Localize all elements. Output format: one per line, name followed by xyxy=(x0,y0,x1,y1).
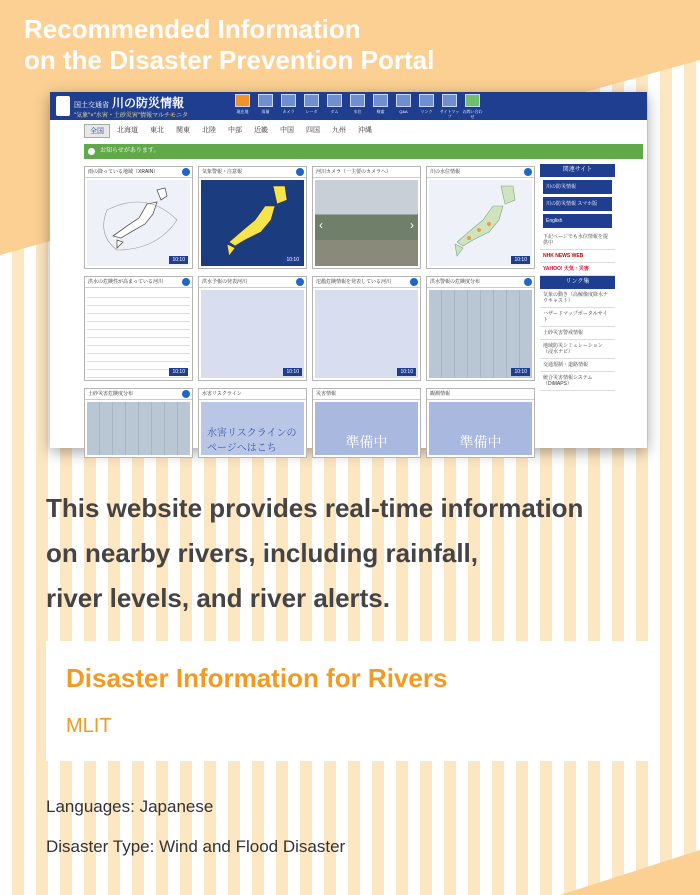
risk-line-text: 水害リスクラインのページへはこち xyxy=(207,428,297,454)
side-link-item[interactable]: 交通規制・道路情報 xyxy=(540,359,615,372)
side-link-item[interactable]: 土砂災害警戒情報 xyxy=(540,327,615,340)
japan-outline-map xyxy=(87,180,192,268)
info-icon xyxy=(396,94,411,107)
panel-time: 10:10 xyxy=(283,368,302,376)
link-icon xyxy=(419,94,434,107)
portal-subtitle: "気象"×"水害・土砂災害"情報マルチモニタ xyxy=(74,113,189,119)
nav-icon-button[interactable] xyxy=(324,93,345,118)
portal-screenshot xyxy=(50,92,647,454)
info-icon[interactable] xyxy=(410,278,418,286)
side-link-english[interactable]: English xyxy=(543,214,612,228)
panel-title: 観測情報 xyxy=(430,391,451,397)
panel-rising-rivers[interactable] xyxy=(84,276,193,381)
description xyxy=(46,486,666,621)
nav-icon-label: 雨量 xyxy=(261,109,270,114)
side-link-item[interactable]: 地域防災シミュレーション（浸水ナビ） xyxy=(540,340,615,359)
disaster-type-text: Disaster Type: Wind and Flood Disaster xyxy=(46,837,346,856)
nav-icon-button[interactable] xyxy=(370,93,391,118)
preparing-area xyxy=(429,402,532,455)
panel-water-level[interactable] xyxy=(426,166,535,269)
panel-title: 土砂災害危険度分布 xyxy=(88,391,134,397)
nav-icon-label: 水位 xyxy=(353,109,362,114)
contact-icon xyxy=(465,94,480,107)
side-link-river-info[interactable]: 川の防災情報 xyxy=(543,180,612,194)
nav-icon-label: 現在地 xyxy=(236,109,249,114)
panel-title: 水害リスクライン xyxy=(202,391,242,397)
resource-card xyxy=(46,641,654,761)
side-link-nhk[interactable]: NHK NEWS WEB xyxy=(540,250,615,263)
panel-flood-forecast[interactable] xyxy=(198,276,307,381)
info-icon[interactable] xyxy=(296,168,304,176)
panel-river-camera[interactable] xyxy=(312,166,421,269)
panel-risk-line[interactable] xyxy=(198,388,307,458)
resource-name[interactable]: Disaster Information for Rivers xyxy=(66,663,448,693)
nav-icon-button[interactable] xyxy=(439,93,460,118)
panel-time: 10:10 xyxy=(169,256,188,264)
water-level-icon xyxy=(350,94,365,107)
description-line-2: on nearby rivers, including rainfall, xyxy=(46,538,478,568)
dam-icon xyxy=(327,94,342,107)
distribution-map xyxy=(429,290,532,378)
panel-title: 氾濫危険情報を発表している河川 xyxy=(316,279,392,285)
region-tab[interactable]: 四国 xyxy=(306,127,320,134)
portal-nav-icons xyxy=(232,93,483,118)
panel-time: 10:10 xyxy=(397,368,416,376)
info-icon[interactable] xyxy=(182,278,190,286)
notice-icon xyxy=(88,148,95,155)
side-link-item[interactable]: 統合災害情報システム（DiMAPS） xyxy=(540,372,615,391)
nav-icon-button[interactable] xyxy=(462,93,483,118)
panel-time: 10:10 xyxy=(283,256,302,264)
sitemap-icon xyxy=(442,94,457,107)
panel-title: 洪水の危険性が高まっている河川 xyxy=(88,279,164,285)
panel-flood-warning-distribution[interactable] xyxy=(426,276,535,381)
links-title: リンク集 xyxy=(540,276,615,289)
related-sites-title: 関連サイト xyxy=(540,164,615,177)
panel-title: 川の水位情報 xyxy=(430,169,461,175)
panel-title: 洪水警報の危険度分布 xyxy=(430,279,481,285)
risk-line-link[interactable] xyxy=(201,402,304,455)
landslide-map xyxy=(87,402,190,455)
panel-weather-warnings[interactable] xyxy=(198,166,307,269)
radar-icon xyxy=(304,94,319,107)
nav-icon-button[interactable] xyxy=(255,93,276,118)
nav-icon-label: サイトマップ xyxy=(439,109,460,119)
notice-bar[interactable] xyxy=(84,144,643,159)
region-tab[interactable]: 全国 xyxy=(84,124,110,138)
portal-header xyxy=(50,92,647,120)
info-icon[interactable] xyxy=(182,390,190,398)
prev-arrow-icon[interactable]: ‹ xyxy=(319,218,323,232)
links-list xyxy=(540,289,615,391)
region-tab[interactable]: 北陸 xyxy=(202,127,216,134)
mlit-logo-icon xyxy=(56,96,70,116)
panel-time: 10:10 xyxy=(169,368,188,376)
nav-icon-label: お問い合わせ xyxy=(462,109,483,119)
preparing-text: 準備中 xyxy=(345,434,388,450)
region-tabs xyxy=(84,124,377,138)
region-tab[interactable]: 関東 xyxy=(176,127,190,134)
info-icon[interactable] xyxy=(296,278,304,286)
nav-icon-button[interactable] xyxy=(393,93,414,118)
page-title xyxy=(24,14,434,76)
resource-organization: MLIT xyxy=(66,715,112,737)
nav-icon-label: レーダ xyxy=(305,109,318,114)
title-line-2: on the Disaster Prevention Portal xyxy=(24,45,435,75)
portal-logo-title: 川の防災情報 xyxy=(112,96,185,110)
related-sites-sidebar xyxy=(540,164,615,448)
preparing-area xyxy=(315,402,418,455)
nav-icon-button[interactable] xyxy=(232,93,253,118)
portal-ministry: 国土交通省 xyxy=(74,102,109,109)
panel-title: 災害情報 xyxy=(316,391,337,397)
rain-icon xyxy=(258,94,273,107)
warning-map xyxy=(201,180,304,266)
region-tab[interactable]: 北海道 xyxy=(117,127,138,134)
nav-icon-label: リンク xyxy=(420,109,433,114)
nav-icon-label: ダム xyxy=(330,109,339,114)
side-note: 下記ページでも水位情報を提供中 xyxy=(540,231,615,250)
region-tab[interactable]: 中部 xyxy=(228,127,242,134)
side-link-item[interactable]: ハザードマップポータルサイト xyxy=(540,308,615,327)
notice-text: お知らせがあります。 xyxy=(100,148,160,154)
nav-icon-button[interactable] xyxy=(301,93,322,118)
nav-icon-button[interactable] xyxy=(416,93,437,118)
side-link-yahoo[interactable]: YAHOO! 天気・災害 xyxy=(540,263,615,276)
search-icon xyxy=(373,94,388,107)
water-level-map xyxy=(429,180,532,266)
camera-icon xyxy=(281,94,296,107)
panel-title: 気象警報・注意報 xyxy=(202,169,243,175)
rain-map xyxy=(87,180,190,266)
title-line-1: Recommended Information xyxy=(24,14,361,44)
japan-water-level-map xyxy=(429,180,534,268)
region-tab[interactable]: 九州 xyxy=(332,127,346,134)
side-link-item[interactable]: 気象の動き（高解像度降水ナウキャスト） xyxy=(540,289,615,308)
panel-landslide[interactable] xyxy=(84,388,193,458)
description-line-3: river levels, and river alerts. xyxy=(46,583,390,613)
region-tab[interactable]: 近畿 xyxy=(254,127,268,134)
side-link-smartphone[interactable]: 川の防災情報 スマホ版 xyxy=(543,197,612,211)
panel-time: 10:10 xyxy=(511,368,530,376)
nav-icon-button[interactable] xyxy=(347,93,368,118)
region-tab[interactable]: 中国 xyxy=(280,127,294,134)
panel-time: 10:10 xyxy=(511,256,530,264)
nav-icon-label: Q&A xyxy=(399,109,408,114)
panel-observation[interactable] xyxy=(426,388,535,458)
danger-map xyxy=(315,290,418,378)
preparing-text: 準備中 xyxy=(459,434,502,450)
nav-icon-button[interactable] xyxy=(278,93,299,118)
info-icon[interactable] xyxy=(524,168,532,176)
panel-title: 洪水予報の発表河川 xyxy=(202,279,248,285)
forecast-map xyxy=(201,290,304,378)
region-tab[interactable]: 沖縄 xyxy=(358,127,372,134)
region-tab[interactable]: 東北 xyxy=(150,127,164,134)
location-icon xyxy=(235,94,250,107)
next-arrow-icon[interactable]: › xyxy=(410,218,414,232)
rivers-table xyxy=(87,290,190,378)
panel-flood-danger[interactable] xyxy=(312,276,421,381)
languages-text: Languages: Japanese xyxy=(46,797,214,816)
japan-warning-map xyxy=(201,180,306,268)
nav-icon-label: カメラ xyxy=(282,109,295,114)
info-icon[interactable] xyxy=(524,278,532,286)
info-icon[interactable] xyxy=(182,168,190,176)
description-line-1: This website provides real-time information xyxy=(46,493,584,523)
nav-icon-label: 検索 xyxy=(376,109,385,114)
camera-view xyxy=(315,180,418,266)
panel-title: 河川カメラ（一主要のカメラへ） xyxy=(316,169,392,175)
panel-title: 雨の降っている地域（XRAIN） xyxy=(88,169,159,175)
panel-disaster-info[interactable] xyxy=(312,388,421,458)
panel-xrain[interactable] xyxy=(84,166,193,269)
